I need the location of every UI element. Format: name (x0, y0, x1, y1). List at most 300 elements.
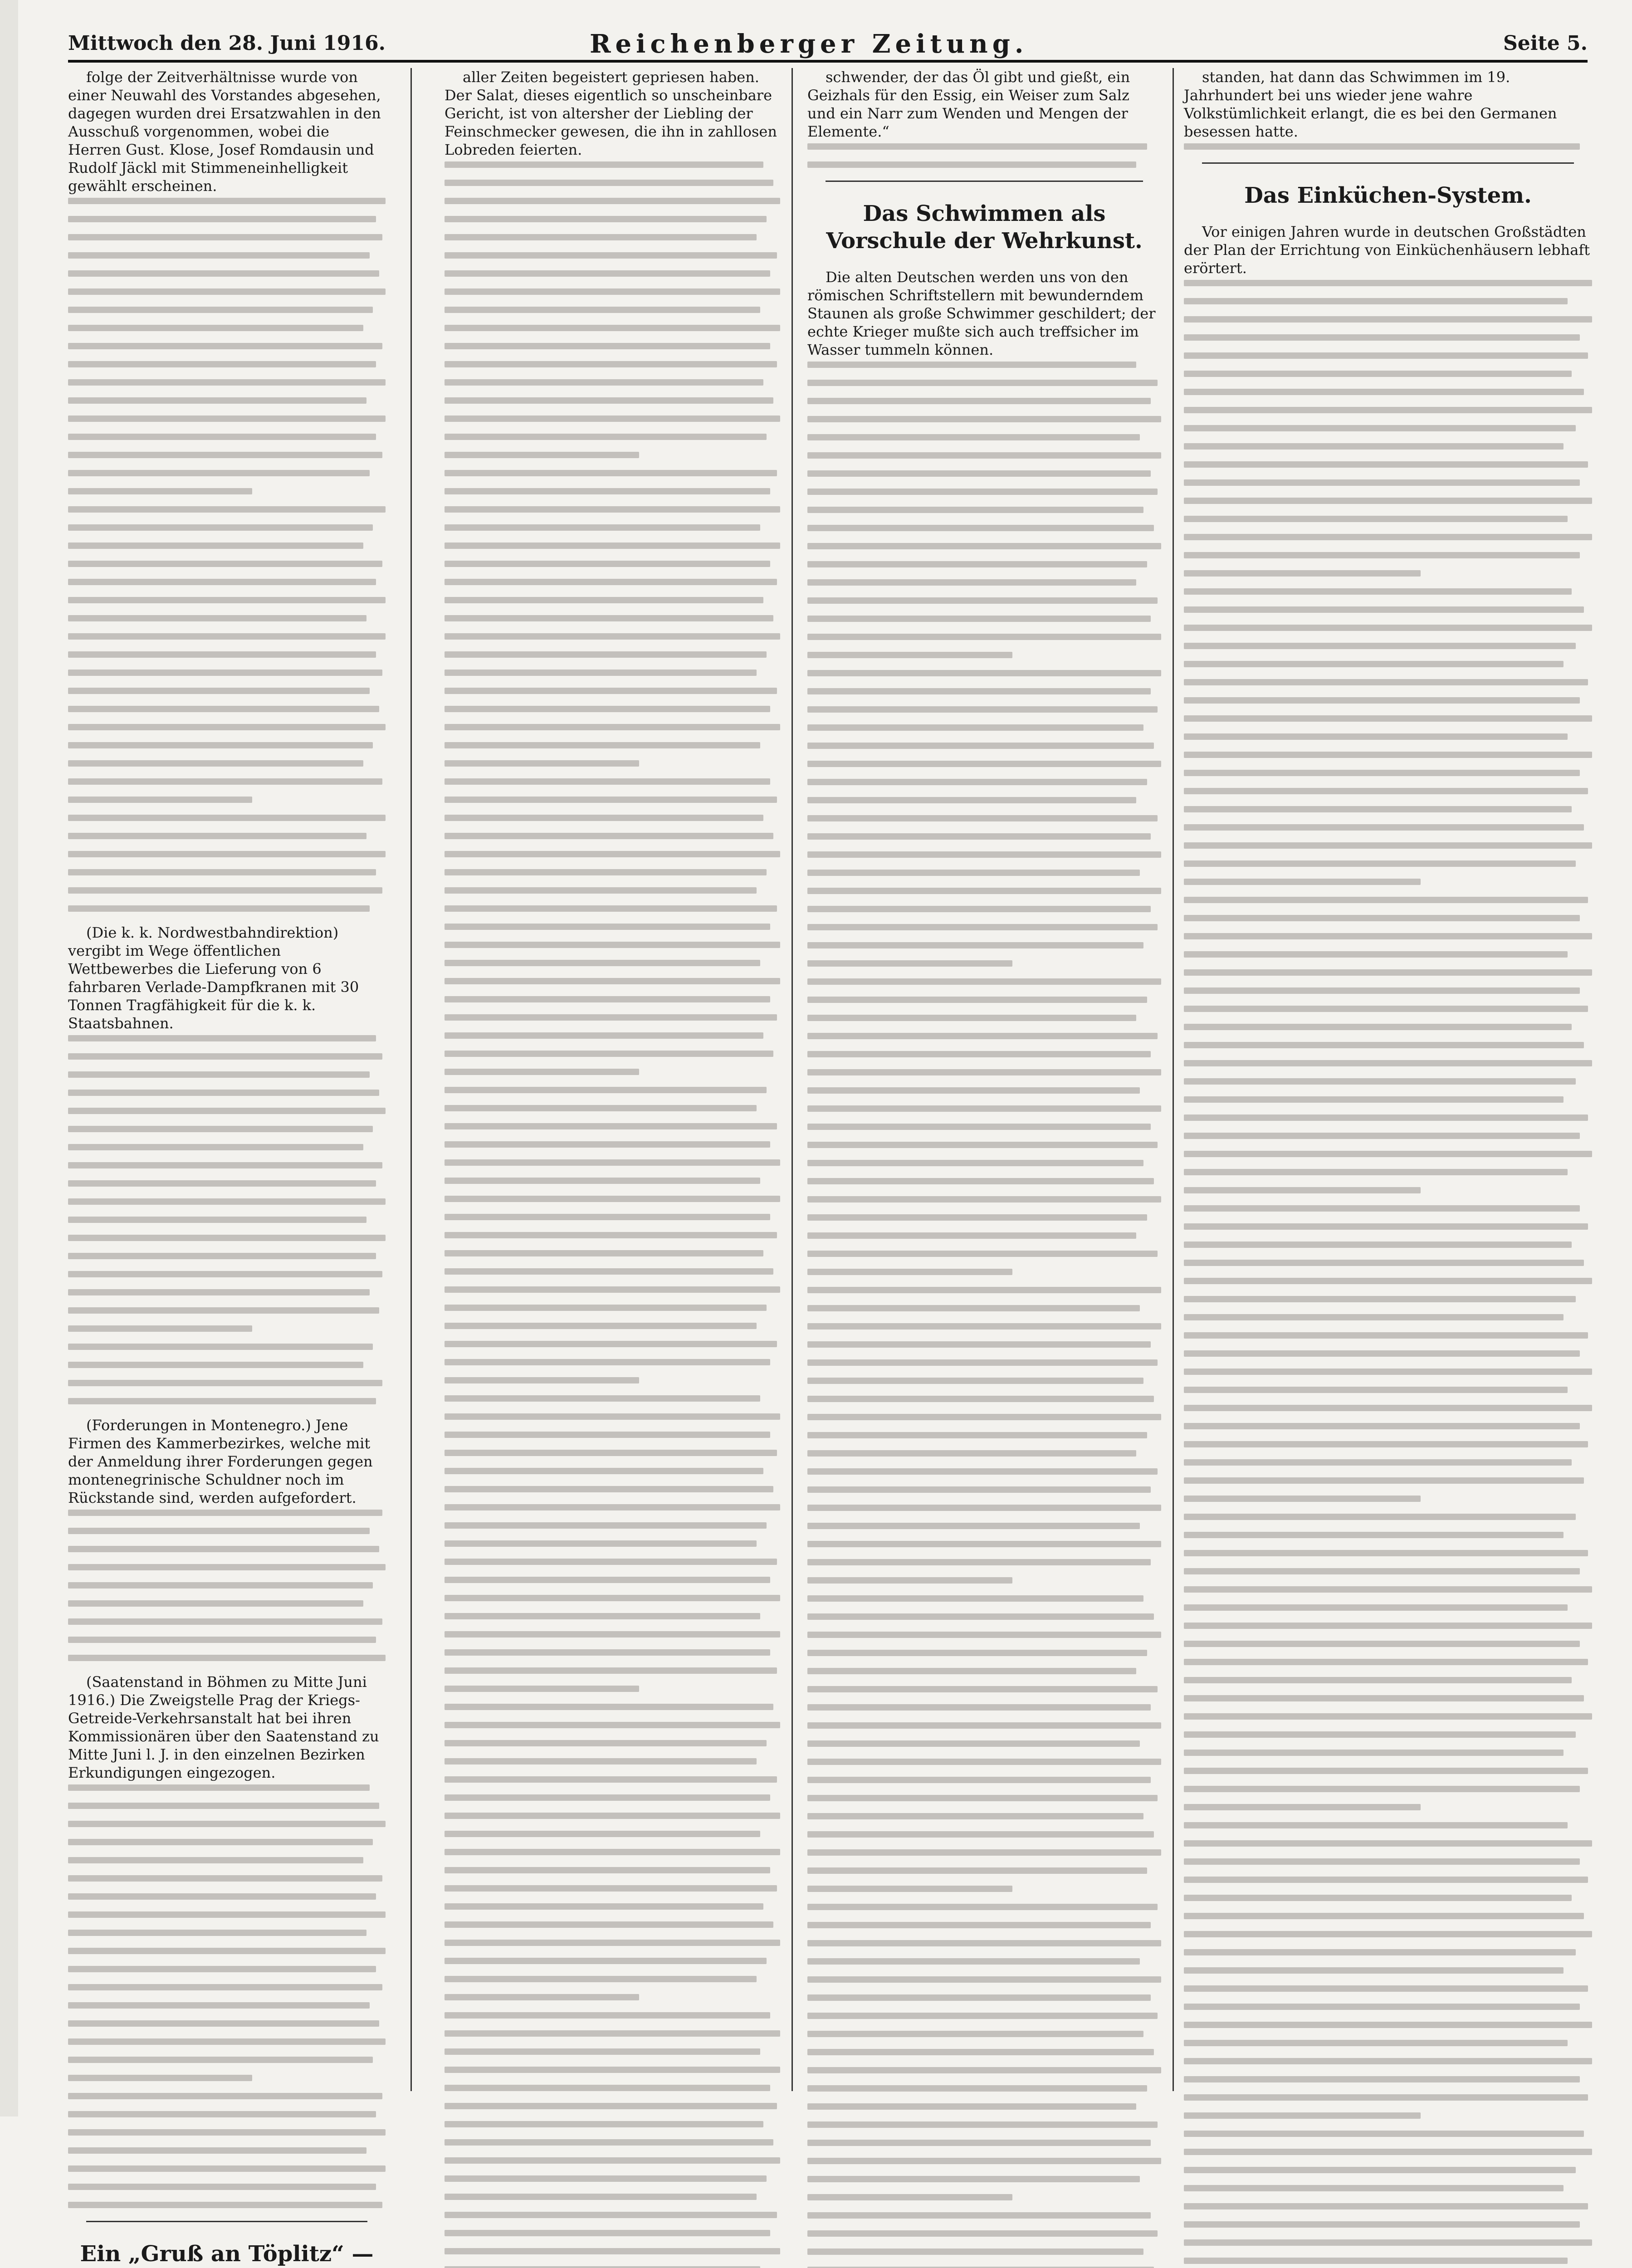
text-line (68, 833, 366, 839)
text-line (1184, 1641, 1580, 1647)
text-line (807, 634, 1161, 640)
text-line (807, 833, 1151, 840)
text-line (445, 1921, 773, 1928)
text-line (1184, 1078, 1576, 1085)
text-line (445, 1377, 639, 1383)
text-line (68, 1253, 376, 1259)
text-line (445, 1196, 780, 1202)
text-line (445, 1522, 767, 1529)
text-line (807, 452, 1161, 459)
text-line (807, 507, 1143, 513)
text-line (1184, 1151, 1592, 1157)
text-line (1184, 1913, 1584, 1919)
text-line (68, 1930, 366, 1936)
text-line (68, 234, 382, 240)
text-line (807, 1831, 1154, 1838)
text-line (68, 1380, 382, 1386)
text-line (1184, 1786, 1580, 1792)
text-line (445, 1776, 777, 1783)
text-line (1184, 298, 1568, 304)
text-line (1184, 461, 1588, 468)
text-line (807, 1686, 1158, 1692)
text-line (1184, 733, 1568, 740)
text-line (1184, 897, 1588, 903)
text-line (807, 2158, 1161, 2164)
text-line (807, 870, 1140, 876)
text-line (68, 1893, 376, 1900)
text-line (807, 1160, 1143, 1166)
text-line (445, 1559, 777, 1565)
text-line (445, 1105, 757, 1111)
text-line (68, 869, 376, 875)
article-text: folge der Zeitverhältnisse wurde von einer Neuwahl des Vorstandes abgesehen, dagegen wurden drei Ersatzwahlen in den Ausschuß vorgenommen, wobei die Herren Gust. Klose, Josef Romdausin und Rudolf Jäckl mit Stimmeneinhelligkeit gewählt erscheinen. (68, 68, 381, 195)
text-line (1184, 1169, 1568, 1175)
text-line (807, 1087, 1140, 1094)
text-line (1184, 2185, 1564, 2191)
text-line (807, 652, 1012, 658)
text-line (807, 1813, 1143, 1819)
text-line (1184, 2058, 1592, 2064)
text-line (68, 1984, 382, 1990)
text-line (807, 2049, 1154, 2055)
text-line (1184, 2258, 1568, 2264)
column-rule (792, 68, 793, 2091)
text-line (1184, 1858, 1580, 1865)
text-line (807, 1450, 1136, 1457)
text-line (1184, 1296, 1576, 1302)
text-line (445, 2175, 767, 2182)
text-line (445, 615, 773, 621)
text-line (445, 361, 777, 367)
text-line (1184, 679, 1588, 685)
text-line (1184, 443, 1564, 450)
text-line (1184, 625, 1592, 631)
text-line (1184, 1423, 1580, 1429)
text-line (445, 797, 777, 803)
text-line (68, 452, 382, 458)
text-line (1184, 1223, 1588, 1230)
text-line (68, 488, 252, 494)
text-line (445, 452, 639, 458)
text-line (445, 1087, 767, 1093)
article-text: standen, hat dann das Schwimmen im 19. Jahrhundert bei uns wieder jene wahre Volkstümlichkeit erlangt, die es bei den Germanen besessen hatte. (1184, 68, 1557, 140)
text-line (445, 996, 770, 1002)
text-line (445, 1232, 777, 1238)
text-line (1184, 552, 1580, 558)
text-line (445, 488, 770, 494)
text-line (68, 1600, 363, 1607)
text-line (807, 1015, 1136, 1021)
text-line (1184, 1695, 1584, 1701)
text-line (445, 2067, 780, 2073)
text-line (68, 2147, 366, 2154)
text-line (1184, 1006, 1588, 1012)
text-line (68, 1564, 386, 1570)
text-line (68, 415, 386, 422)
text-line (68, 1053, 382, 1060)
text-line (445, 851, 780, 857)
text-line (1184, 1514, 1576, 1520)
text-line (1184, 715, 1592, 722)
text-line (68, 1966, 376, 1972)
text-line (68, 887, 382, 894)
text-line (68, 1144, 363, 1150)
text-line (807, 851, 1161, 858)
text-line (68, 670, 382, 676)
text-line (807, 2067, 1161, 2073)
text-line (68, 1180, 376, 1187)
text-line (1184, 2076, 1580, 2082)
text-line (68, 633, 386, 640)
text-line (807, 1232, 1136, 1239)
text-line (68, 1325, 252, 1332)
text-line (807, 1577, 1012, 1584)
text-line (1184, 879, 1421, 885)
text-line (807, 1505, 1161, 1511)
text-line (807, 579, 1136, 586)
text-line (1184, 1931, 1592, 1937)
text-line (1184, 1985, 1588, 1992)
text-line (807, 416, 1161, 422)
text-line (807, 1033, 1158, 1039)
article-text: schwender, der das Öl gibt und gießt, ein Geizhals für den Essig, ein Weiser zum Salz und ein Narr zum Wenden und Mengen der Elemente.“ (807, 68, 1130, 140)
text-line (445, 1577, 770, 1583)
text-line (807, 1849, 1161, 1856)
text-line (1184, 643, 1576, 649)
text-line (807, 1414, 1161, 1420)
page-number: Seite 5. (1503, 32, 1588, 55)
text-line (68, 434, 376, 440)
text-line (445, 833, 773, 839)
text-line (445, 760, 639, 767)
text-line (1184, 1187, 1421, 1193)
text-line (445, 1613, 760, 1619)
text-line (445, 1704, 773, 1710)
text-line (1184, 1659, 1588, 1665)
text-line (445, 1359, 770, 1365)
text-line (68, 597, 386, 603)
text-line (807, 2013, 1158, 2019)
text-line (445, 1794, 770, 1801)
text-line (807, 724, 1143, 731)
text-line (807, 670, 1161, 676)
text-line (807, 1468, 1158, 1475)
issue-date: Mittwoch den 28. Juni 1916. (68, 32, 386, 55)
text-line (1184, 1804, 1421, 1810)
text-line (445, 579, 777, 585)
text-line (807, 561, 1147, 567)
text-line (1184, 806, 1572, 812)
text-line (1184, 1586, 1592, 1593)
text-line (445, 2030, 780, 2037)
text-line (445, 1504, 780, 1510)
text-line (445, 252, 777, 259)
text-line (807, 960, 1012, 967)
text-line (807, 2140, 1151, 2146)
text-line (1184, 516, 1568, 522)
text-line (1184, 1840, 1592, 1847)
text-line (1184, 770, 1580, 776)
text-line (445, 379, 763, 386)
text-line (68, 1618, 382, 1625)
text-line (68, 760, 363, 767)
text-line (1184, 2131, 1584, 2137)
text-line (445, 778, 770, 785)
text-line (445, 470, 777, 476)
article-text: (Forderungen in Montenegro.) Jene Firmen des Kammerbezirkes, welche mit der Anmeldung ihrer Forderungen gegen montenegrinische Schuldner noch im Rückstande sind, werden aufgefordert. (68, 1417, 373, 1506)
text-line (1184, 788, 1588, 794)
text-line (1184, 1550, 1588, 1556)
text-line (1184, 1278, 1592, 1284)
text-line (807, 1214, 1147, 1221)
text-line (68, 216, 376, 222)
text-line (807, 1867, 1147, 1874)
text-line (807, 743, 1154, 749)
text-line (68, 506, 386, 513)
text-line (1184, 951, 1568, 958)
text-line (807, 2194, 1012, 2200)
text-line (1184, 2094, 1588, 2101)
text-line (68, 688, 370, 694)
text-line (68, 1875, 382, 1882)
text-line (68, 361, 376, 367)
text-line (1184, 1133, 1580, 1139)
text-line (1184, 2203, 1588, 2209)
text-line (445, 633, 780, 640)
text-line (807, 1523, 1140, 1529)
text-line (807, 1432, 1147, 1438)
text-line (445, 2012, 770, 2019)
text-line (445, 288, 780, 295)
text-line (68, 651, 376, 658)
text-line (1184, 1477, 1584, 1484)
text-line (807, 1269, 1012, 1275)
text-line (68, 252, 370, 259)
text-line (807, 1196, 1161, 1202)
text-line (1184, 1441, 1588, 1447)
text-line (445, 2266, 760, 2268)
text-line (445, 543, 780, 549)
text-line (807, 1722, 1161, 1729)
text-line (1184, 1496, 1421, 1502)
text-line (68, 1307, 379, 1314)
text-line (807, 1069, 1161, 1075)
text-line (445, 2248, 780, 2254)
text-line (445, 2230, 770, 2236)
text-line (807, 779, 1147, 785)
text-line (807, 1886, 1012, 1892)
text-line (445, 1849, 780, 1855)
text-line (807, 525, 1154, 531)
text-line (68, 1655, 386, 1661)
text-line (807, 1976, 1161, 1983)
text-line (1184, 2040, 1568, 2046)
text-line (807, 597, 1158, 604)
text-line (68, 470, 370, 476)
text-line (445, 1432, 770, 1438)
text-line (68, 1911, 386, 1918)
text-line (807, 1795, 1158, 1801)
text-line (807, 978, 1161, 985)
text-line (445, 1069, 639, 1075)
header-rule (68, 60, 1588, 63)
text-line (1184, 1568, 1580, 1574)
text-line (68, 397, 366, 404)
text-line (68, 1217, 366, 1223)
text-line (445, 1141, 770, 1148)
text-line (1184, 1205, 1580, 1212)
text-line (445, 1958, 767, 1964)
text-line (1184, 1459, 1572, 1466)
text-line (1184, 570, 1421, 577)
text-line (445, 1123, 777, 1129)
text-line (445, 307, 760, 313)
text-line (445, 869, 767, 875)
text-line (68, 579, 376, 585)
text-line (68, 379, 386, 386)
article-text: aller Zeiten begeistert gepriesen haben. Der Salat, dieses eigentlich so unscheinbare Gericht, ist von altersher der Liebling der Feinschmecker gewesen, die ihn in zahllosen Lobreden feierten. (445, 68, 777, 158)
text-line (68, 561, 382, 567)
text-line (68, 2020, 379, 2027)
text-line (807, 1759, 1161, 1765)
text-line (445, 2048, 760, 2055)
text-line (807, 1704, 1151, 1711)
text-line (445, 1540, 757, 1547)
text-line (807, 1142, 1158, 1148)
text-line (807, 1287, 1161, 1293)
text-line (1184, 143, 1580, 150)
text-line (445, 1178, 760, 1184)
text-line (1184, 969, 1592, 976)
text-line (445, 905, 777, 912)
text-line (807, 1740, 1140, 1747)
text-line (807, 761, 1161, 767)
text-line (445, 1667, 777, 1674)
text-line (1184, 534, 1592, 540)
text-line (445, 651, 767, 658)
column-4 (1184, 68, 1592, 2100)
text-line (1184, 316, 1592, 323)
text-line (807, 1922, 1151, 1928)
article-text: (Die k. k. Nordwestbahndirektion) vergibt im Wege öffentlichen Wettbewerbes die Lieferung von 6 fahrbaren Verlade-Dampfkranen mit 30 Tonnen Tragfähigkeit für die k. k. Staatsbahnen. (68, 924, 359, 1032)
text-line (445, 1486, 773, 1492)
text-line (807, 1559, 1151, 1565)
text-line (1184, 915, 1580, 921)
article-text: Vor einigen Jahren wurde in deutschen Großstädten der Plan der Errichtung von Einküchenhäusern lebhaft erörtert. (1184, 223, 1590, 277)
text-line (445, 724, 780, 730)
column-2 (445, 68, 780, 2100)
text-line (1184, 2022, 1592, 2028)
text-line (68, 815, 386, 821)
text-line (445, 1867, 770, 1873)
text-line (1184, 1895, 1572, 1901)
text-line (445, 960, 760, 966)
text-line (807, 2212, 1151, 2219)
text-line (68, 1839, 373, 1845)
text-line (1184, 1750, 1564, 1756)
text-line (445, 942, 780, 948)
text-line (807, 1323, 1161, 1330)
text-line (445, 2085, 770, 2091)
text-line (68, 307, 373, 313)
text-line (445, 706, 770, 712)
text-line (445, 343, 770, 349)
text-line (807, 1904, 1158, 1910)
text-line (1184, 1822, 1568, 1828)
column-rule (1173, 68, 1174, 2091)
text-line (68, 706, 379, 712)
text-line (445, 1413, 780, 1420)
text-line (807, 470, 1151, 477)
text-line (807, 1378, 1143, 1384)
text-line (1184, 2112, 1421, 2119)
article-separator (1202, 162, 1574, 164)
text-line (445, 978, 780, 984)
text-line (445, 1722, 780, 1728)
text-line (1184, 1623, 1592, 1629)
text-line (445, 1268, 773, 1275)
text-line (445, 270, 770, 277)
text-line (445, 325, 780, 331)
article-headline: Ein „Gruß an Töplitz“ — (80, 2241, 374, 2267)
text-line (807, 489, 1158, 495)
text-line (807, 815, 1158, 821)
text-line (807, 2176, 1140, 2182)
text-line (445, 524, 760, 531)
text-line (68, 724, 386, 730)
text-line (68, 1108, 386, 1114)
text-line (445, 1250, 763, 1256)
text-line (1184, 1731, 1576, 1738)
text-line (445, 1885, 777, 1892)
text-line (445, 397, 773, 404)
text-line (807, 1051, 1151, 1057)
text-line (68, 615, 366, 621)
text-line (68, 1821, 386, 1827)
text-line (807, 362, 1136, 368)
text-line (68, 797, 252, 803)
text-line (445, 1468, 763, 1474)
newspaper-title: Reichenberger Zeitung. (590, 29, 1028, 59)
text-line (1184, 1314, 1564, 1320)
text-line (807, 1632, 1161, 1638)
text-line (807, 1105, 1161, 1112)
text-line (1184, 352, 1588, 359)
text-line (1184, 1042, 1584, 1048)
text-line (68, 1035, 376, 1041)
text-line (1184, 389, 1584, 395)
text-line (445, 1813, 780, 1819)
text-line (445, 1649, 770, 1656)
text-line (445, 2157, 780, 2164)
text-line (807, 434, 1140, 440)
text-line (1184, 1949, 1576, 1955)
text-line (807, 706, 1158, 713)
text-line (68, 1126, 373, 1132)
text-line (807, 1994, 1151, 2001)
text-line (1184, 1604, 1568, 1611)
text-line (445, 2121, 763, 2127)
text-line (68, 325, 363, 331)
text-line (445, 1940, 780, 1946)
text-line (445, 2194, 757, 2200)
text-line (807, 2230, 1158, 2237)
text-line (1184, 1060, 1592, 1066)
text-line (68, 288, 386, 295)
text-line (807, 2248, 1143, 2255)
article-separator (86, 2221, 367, 2222)
text-line (68, 1510, 382, 1516)
